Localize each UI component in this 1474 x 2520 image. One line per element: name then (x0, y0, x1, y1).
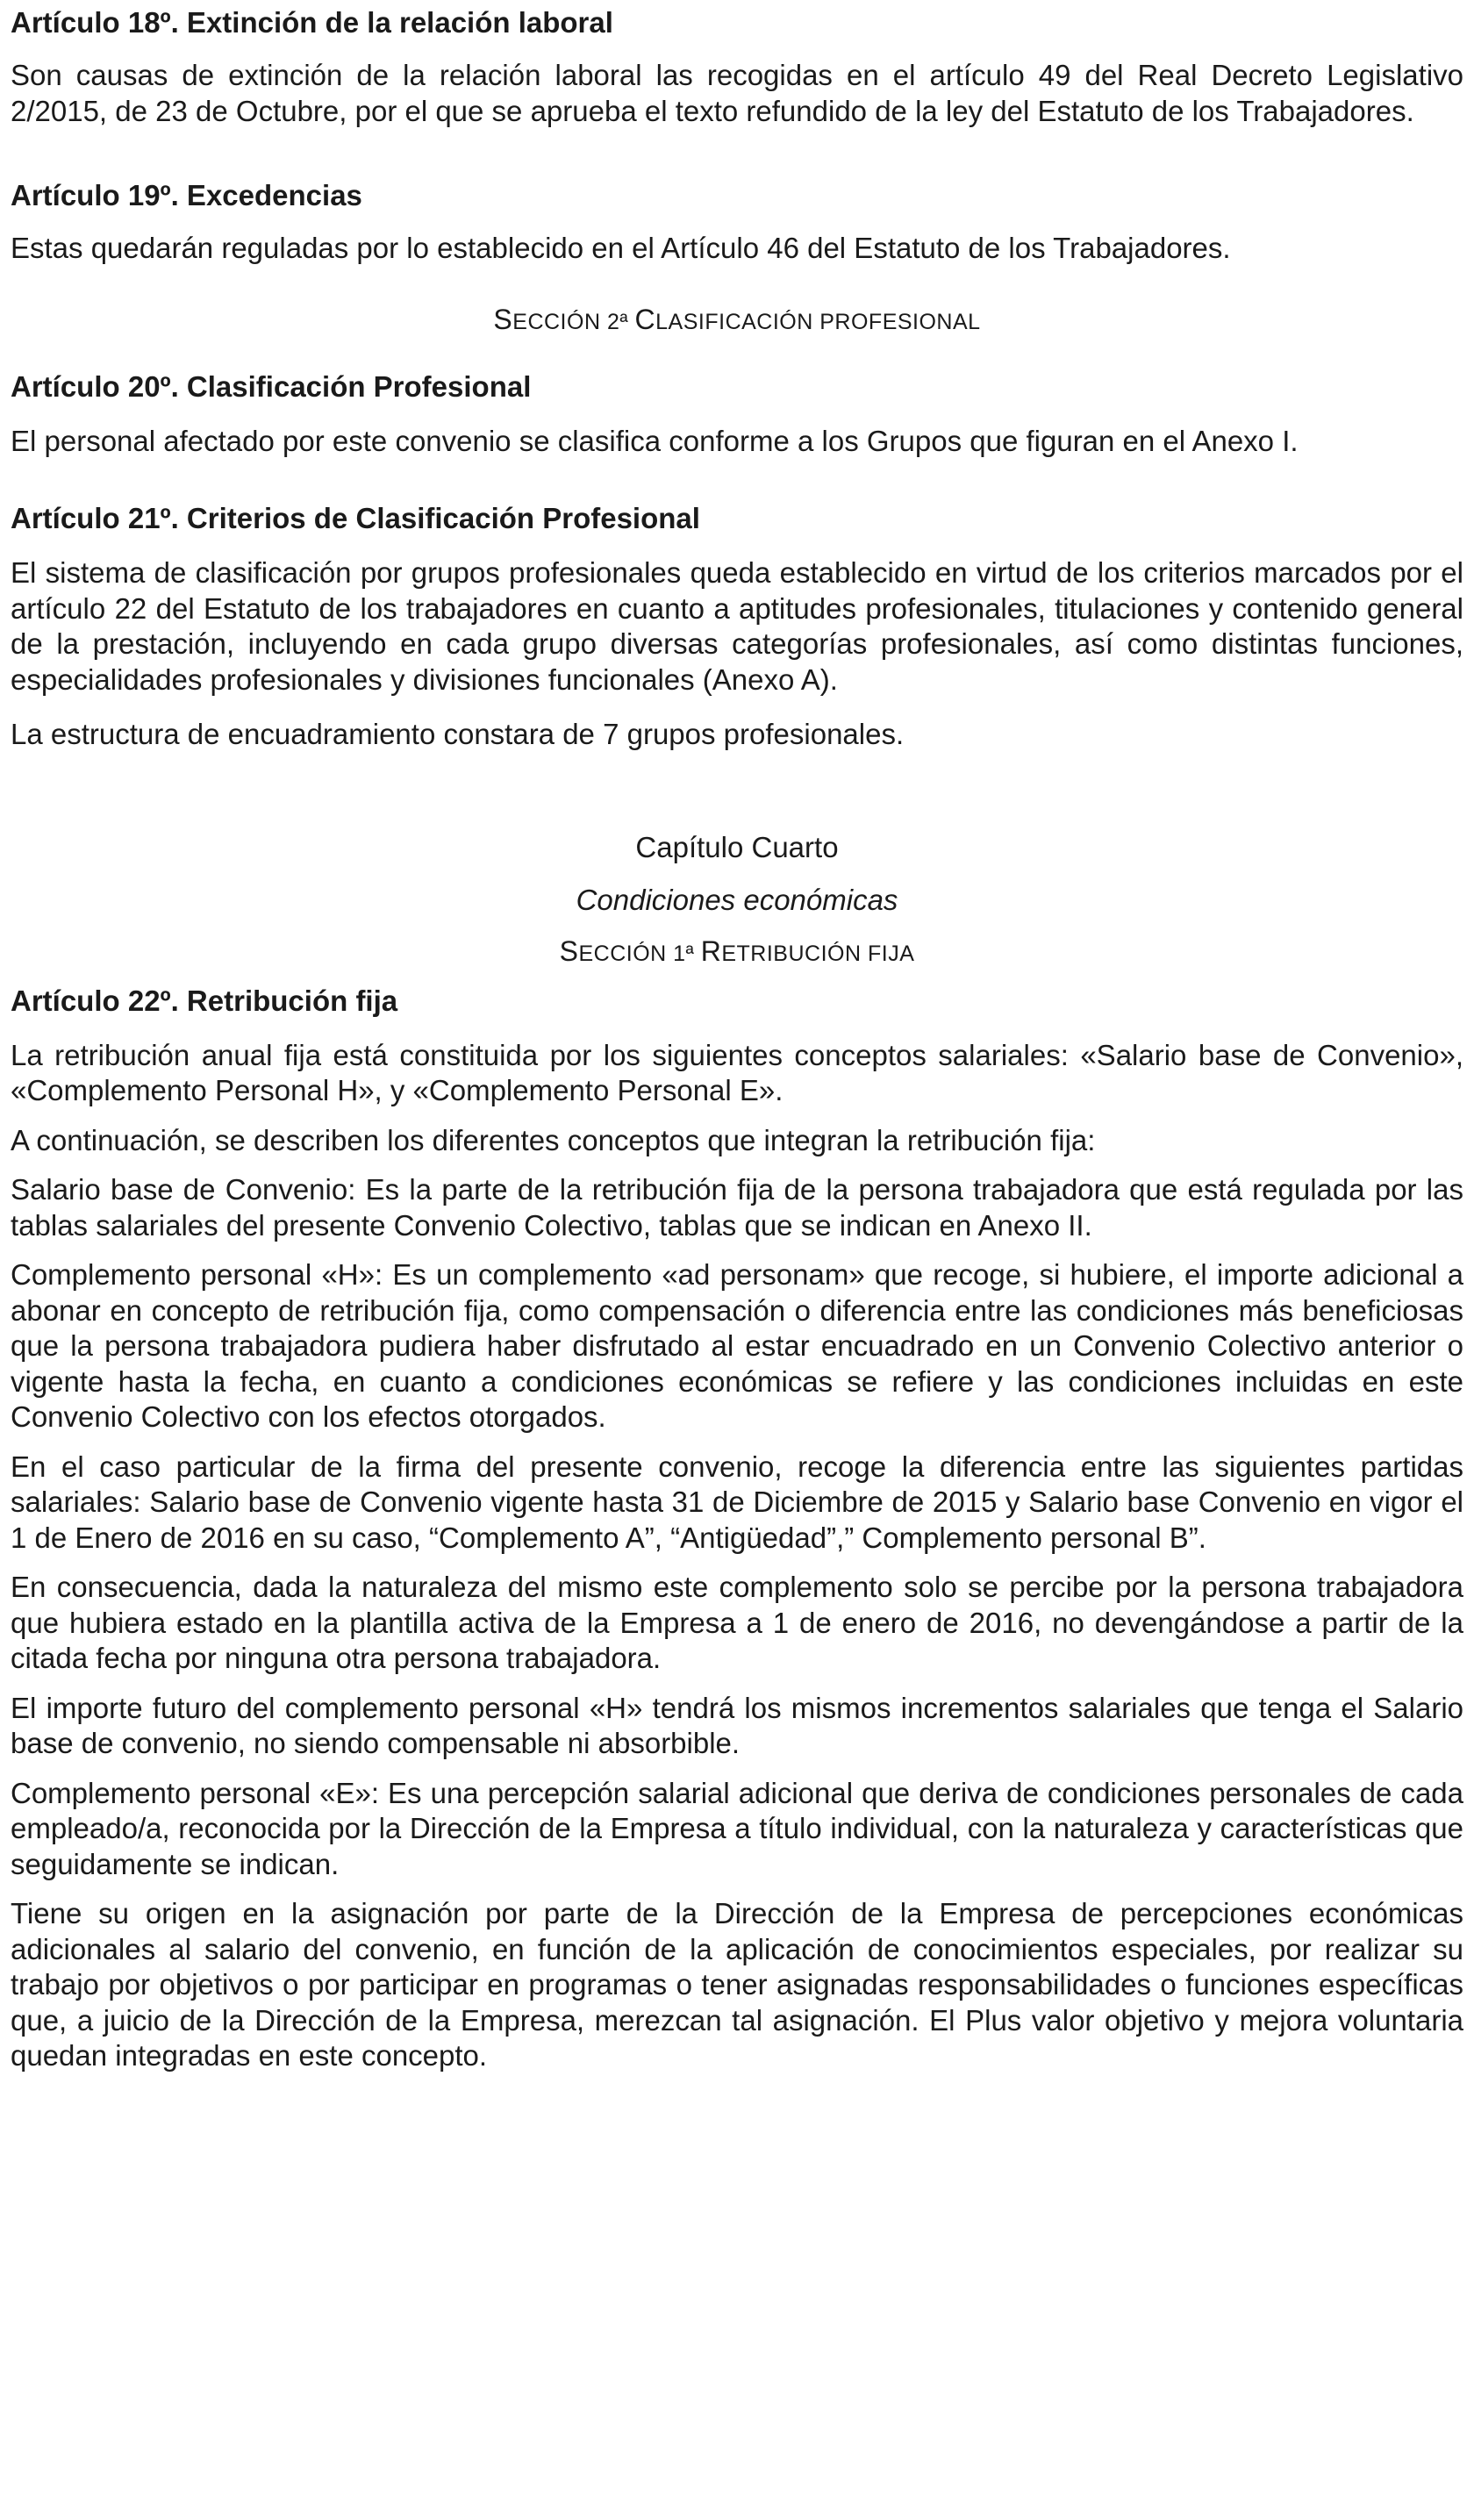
article-21-title: Artículo 21º. Criterios de Clasificación Profesional (11, 502, 700, 534)
article-20-title: Artículo 20º. Clasificación Profesional (11, 369, 532, 403)
article-22-paragraph-9: Tiene su origen en la asignación por parte de la Dirección de la Empresa de percepciones económicas adicionales al salario del convenio, en función de la aplicación de conocimientos especiales, por realizar su trabajo por objetivos o por participar en programas o tener asignadas responsabilidades o funciones específicas que, a juicio de la Dirección de la Empresa, merezcan tal asignación. El Plus valor objetivo y mejora voluntaria quedan integradas en este concepto. (11, 1897, 1463, 2072)
article-18-paragraph: Son causas de extinción de la relación laboral las recogidas en el artículo 49 del Real Decreto Legislativo 2/2015, de 23 de Octubre, por el que se aprueba el texto refundido de la ley del Estatuto de los Trabajadores. (11, 59, 1463, 127)
section-1-heading: SECCIÓN 1ª RETRIBUCIÓN FIJA (559, 934, 915, 967)
article-22-paragraph-2: A continuación, se describen los diferentes conceptos que integran la retribución fija: (11, 1123, 1096, 1156)
section-2-heading: SECCIÓN 2ª CLASIFICACIÓN PROFESIONAL (493, 303, 981, 335)
article-19-title: Artículo 19º. Excedencias (11, 179, 362, 211)
article-22-paragraph-3: Salario base de Convenio: Es la parte de la retribución fija de la persona trabajadora que está regulada por las tablas salariales del presente Convenio Colectivo, tablas que se indican en Anexo II. (11, 1173, 1463, 1242)
article-21-paragraph-2: La estructura de encuadramiento constara de 7 grupos profesionales. (11, 718, 905, 750)
article-20-paragraph: El personal afectado por este convenio se clasifica conforme a los Grupos que figuran en el Anexo I. (11, 424, 1299, 457)
article-18-title: Artículo 18º. Extinción de la relación laboral (11, 6, 613, 39)
chapter-subtitle: Condiciones económicas (576, 883, 898, 916)
document-page (11, 5, 1463, 2074)
article-22-paragraph-6: En consecuencia, dada la naturaleza del mismo este complemento solo se percibe por la persona trabajadora que hubiera estado en la plantilla activa de la Empresa a 1 de enero de 2016, no devengándose a partir de la citada fecha por ninguna otra persona trabajadora. (11, 1571, 1463, 1674)
article-19-paragraph: Estas quedarán reguladas por lo establecido en el Artículo 46 del Estatuto de los Trabajadores. (11, 232, 1231, 264)
chapter-title: Capítulo Cuarto (635, 830, 839, 863)
article-22-paragraph-7: El importe futuro del complemento personal «H» tendrá los mismos incrementos salariales que tenga el Salario base de convenio, no siendo compensable ni absorbible. (11, 1691, 1463, 1759)
article-22-title: Artículo 22º. Retribución fija (11, 984, 398, 1017)
article-22-paragraph-1: La retribución anual fija está constituida por los siguientes conceptos salariales: «Salario base de Convenio», «Complemento Personal H», y «Complemento Personal E». (11, 1038, 1463, 1106)
article-22-paragraph-8: Complemento personal «E»: Es una percepción salarial adicional que deriva de condiciones personales de cada empleado/a, reconocida por la Dirección de la Empresa a título individual, con la naturaleza y características que seguidamente se indican. (11, 1776, 1463, 1880)
article-21-paragraph-1: El sistema de clasificación por grupos profesionales queda establecido en virtud de los criterios marcados por el artículo 22 del Estatuto de los trabajadores en cuanto a aptitudes profesionales, titulaciones y contenido general de la prestación, incluyendo en cada grupo diversas categorías profesionales, así como distintas funciones, especialidades profesionales y divisiones funcionales (Anexo A). (11, 556, 1463, 696)
article-22-paragraph-4: Complemento personal «H»: Es un complemento «ad personam» que recoge, si hubiere, el importe adicional a abonar en concepto de retribución fija, como compensación o diferencia entre las condiciones más beneficiosas que la persona trabajadora pudiera haber disfrutado al estar encuadrado en un Convenio Colectivo anterior o vigente hasta la fecha, en cuanto a condiciones económicas se refiere y las condiciones incluidas en este Convenio Colectivo con los efectos otorgados. (11, 1258, 1463, 1433)
article-22-paragraph-5: En el caso particular de la firma del presente convenio, recoge la diferencia entre las siguientes partidas salariales: Salario base de Convenio vigente hasta 31 de Diciembre de 2015 y Salario base Convenio en vigor el 1 de Enero de 2016 en su caso, “Complemento A”, “Antigüedad”,” Complemento personal B”. (11, 1450, 1463, 1554)
